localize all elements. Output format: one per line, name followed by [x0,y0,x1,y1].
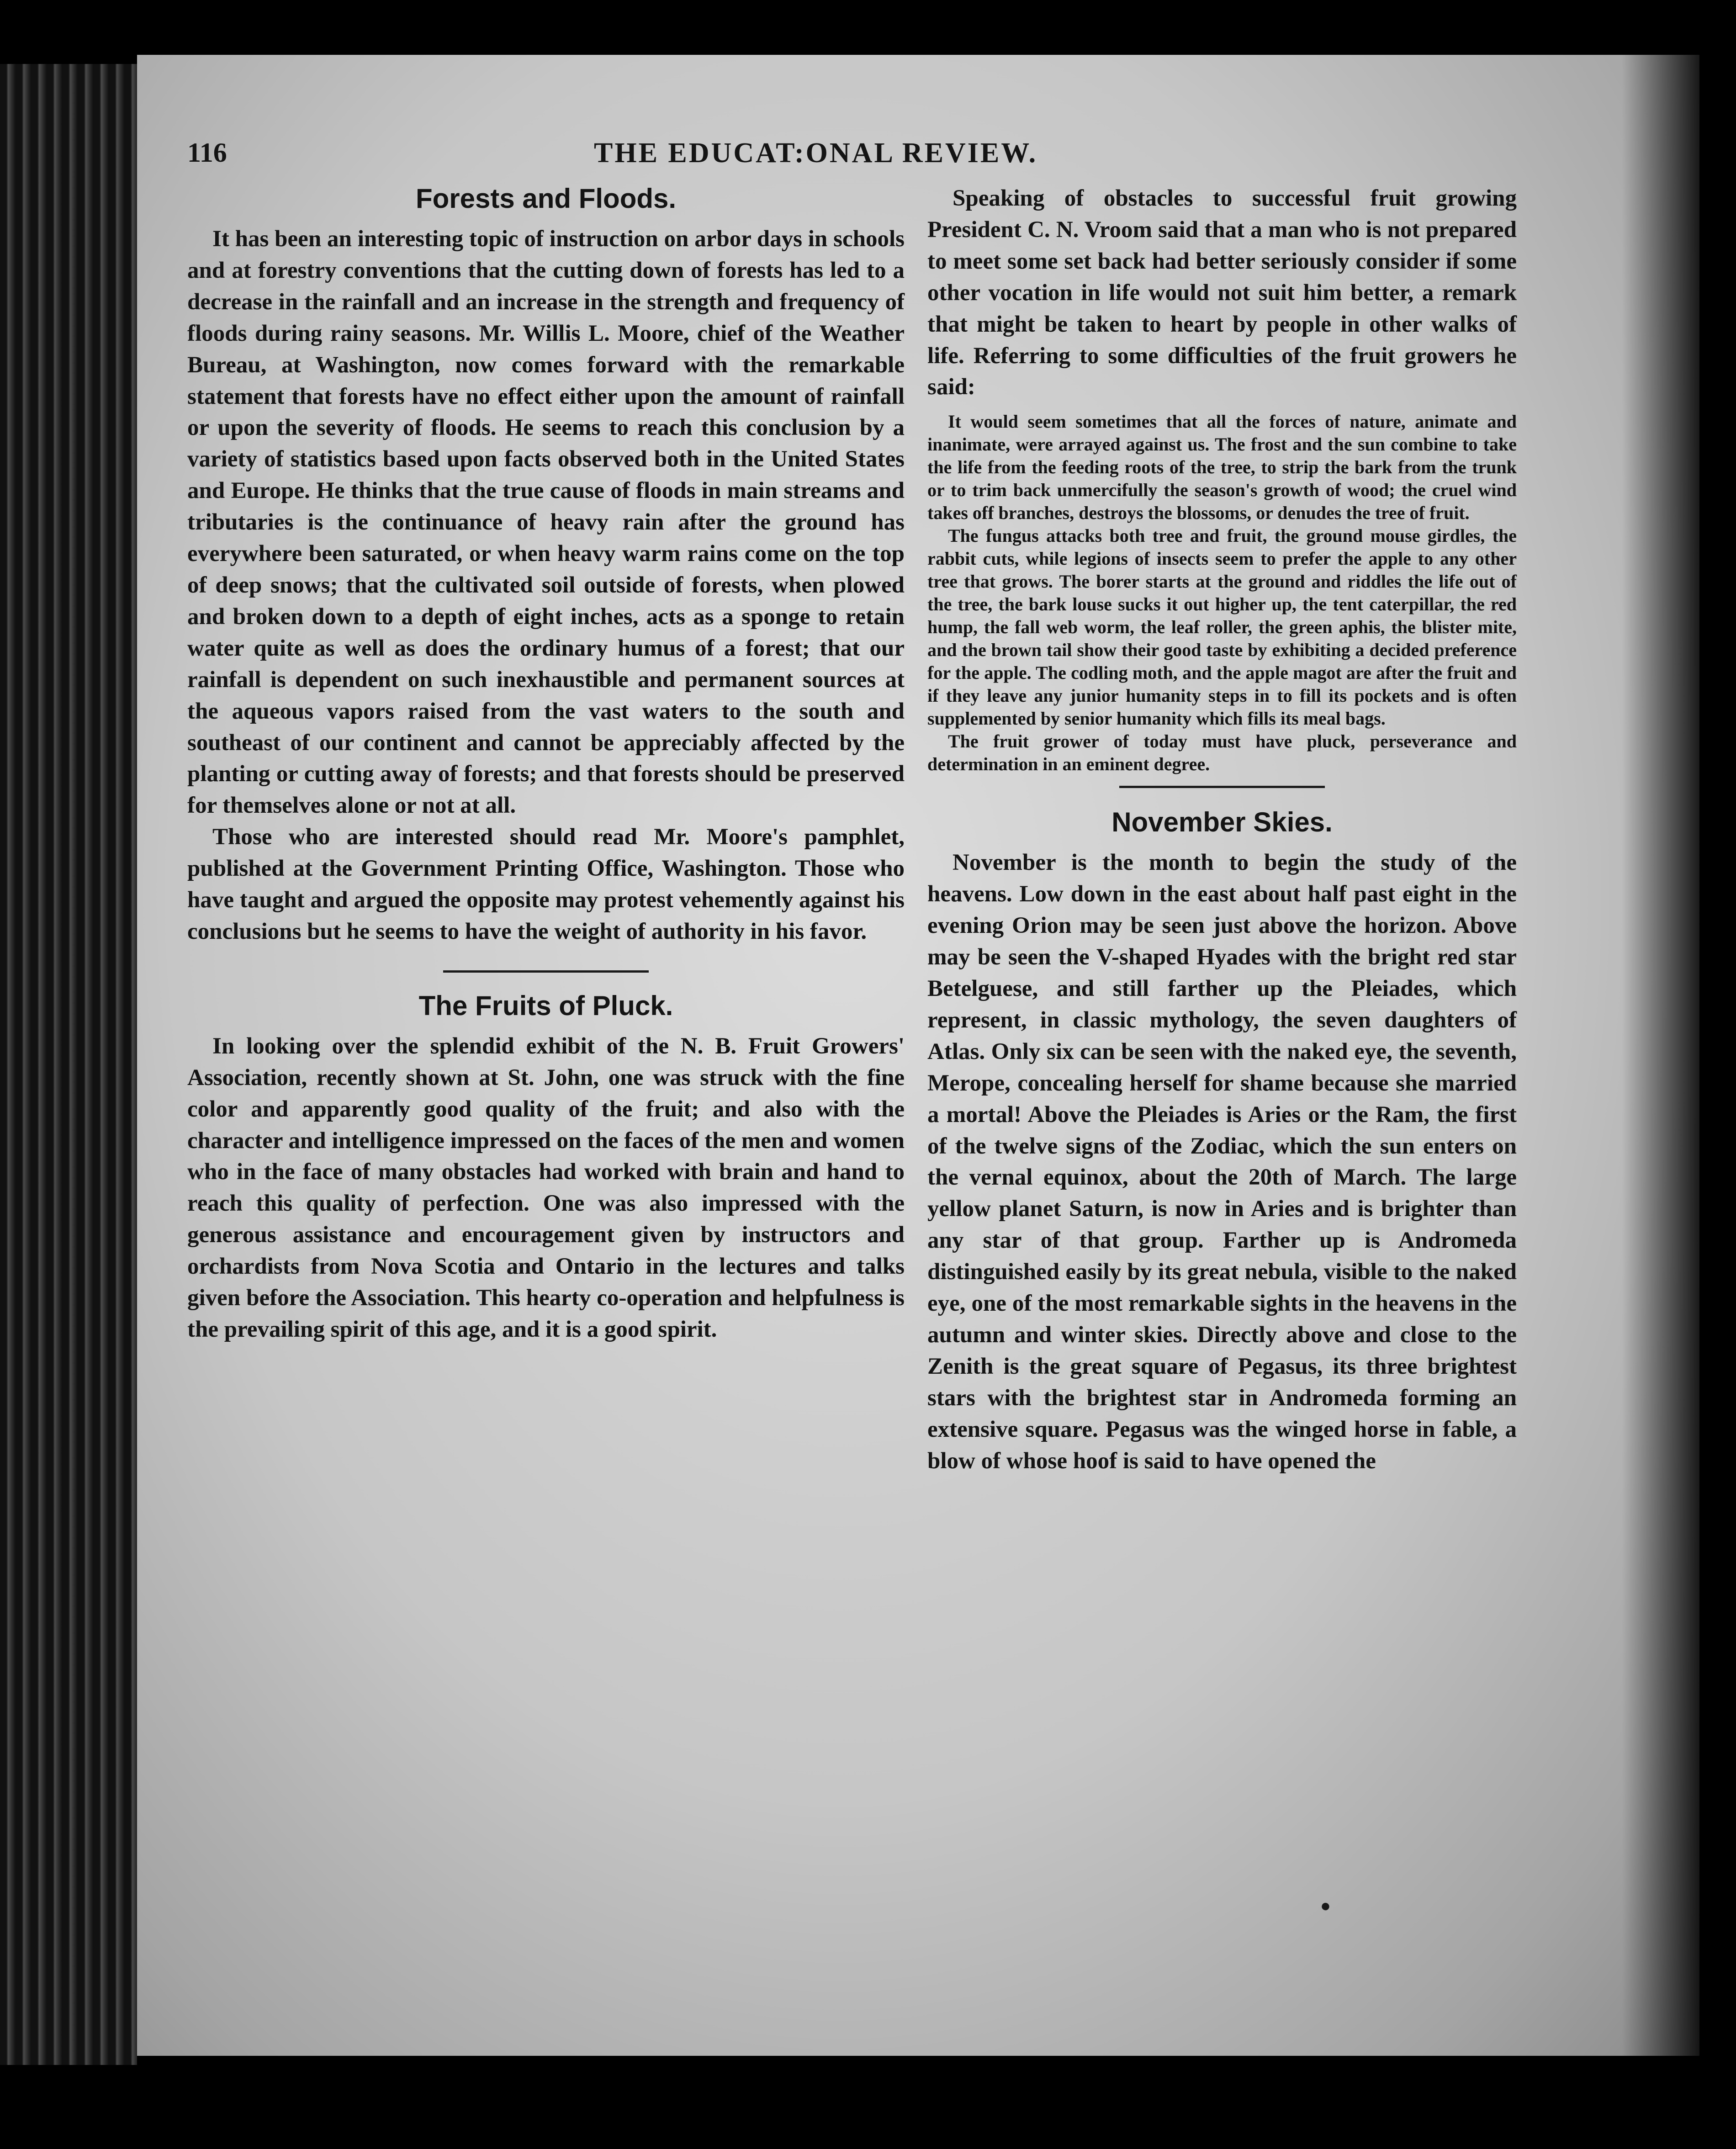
page-number: 116 [187,138,227,168]
section-divider [1119,786,1325,788]
section-divider [443,970,649,973]
article-paragraph: November is the month to begin the study of the heavens. Low down in the east about half past eight in the evening Orion may be seen just above the horizon. Above may be seen the V-shaped Hyades with the bright red star Betelguese, and still farther up the Pleiades, which represent, in classic mythology, the seven daughters of Atlas. Only six can be seen with the naked eye, the seventh, Merope, concealing herself for shame because she married a mortal! Above the Pleiades is Aries or the Ram, the first of the twelve signs of the Zodiac, which the sun enters on the vernal equinox, about the 20th of March. The large yellow planet Saturn, is now in Aries and is brighter than any star of that group. Farther up is Andromeda distinguished easily by its great nebula, visible to the naked eye, one of the most remarkable sights in the heavens in the autumn and winter skies. Directly above and close to the Zenith is the great square of Pegasus, its three brightest stars with the brightest star in Andromeda forming an extensive square. Pegasus was the winged horse in fable, a blow of whose hoof is said to have opened the [927,850,1517,1474]
article-paragraph: Those who are interested should read Mr. Moore's pamphlet, published at the Government Printing Office, Washington. Those who have taught and argued the opposite may protest vehemently against his conclusions but he seems to have the weight of authority in his favor. [187,824,905,944]
article-title-forests-and-floods: Forests and Floods. [415,183,677,214]
quoted-paragraph: The fruit grower of today must have pluck, perseverance and determination in an eminent degree. [927,731,1517,775]
quoted-paragraph: The fungus attacks both tree and fruit, the ground mouse girdles, the rabbit cuts, while legions of insects seem to prefer the apple to any other tree that grows. The borer starts at the ground and riddles the life out of the tree, the bark louse sucks it out higher up, the tent caterpillar, the red hump, the fall web worm, the leaf roller, the green aphis, the blister mite, and the brown tail show their good taste by exhibiting a decided preference for the apple. The codling moth, and the apple magot are after the fruit and if they leave any junior humanity steps in to fill its pockets and is often supplemented by senior humanity which fills its meal bags. [927,525,1517,729]
book-binding-edge [0,64,137,2065]
page-edge-shadow [1622,55,1699,2056]
running-head: THE EDUCAT:ONAL REVIEW. [594,138,1038,169]
article-paragraph: In looking over the splendid exhibit of the N. B. Fruit Growers' Association, recently shown at St. John, one was struck with the fine color and apparently good quality of the fruit; and also with the character and intelligence impressed on the faces of the men and women who in the face of many obstacles had worked with brain and hand to reach this quality of perfection. One was also impressed with the generous assistance and encouragement given by instructors and orchardists from Nova Scotia and Ontario in the lectures and talks given before the Association. This hearty co-operation and helpfulness is the prevailing spirit of this age, and it is a good spirit. [187,1033,905,1342]
quoted-paragraph: It would seem sometimes that all the forces of nature, animate and inanimate, were arrayed against us. The frost and the sun combine to take the life from the feeding roots of the tree, to strip the bark from the trunk or to trim back unmercifully the season's growth of wood; the cruel wind takes off branches, destroys the blossoms, or denudes the tree of fruit. [927,411,1517,524]
article-title-november-skies: November Skies. [1111,807,1333,838]
article-title-fruits-of-pluck: The Fruits of Pluck. [418,990,673,1021]
right-column [927,183,1517,1477]
left-column [187,183,905,1345]
article-paragraph: It has been an interesting topic of instruction on arbor days in schools and at forestry conventions that the cutting down of forests has led to a decrease in the rainfall and an increase in the strength and frequency of floods during rainy seasons. Mr. Willis L. Moore, chief of the Weather Bureau, at Washington, now comes forward with the remarkable statement that forests have no effect either upon the amount of rainfall or upon the severity of floods. He seems to reach this conclusion by a variety of statistics based upon facts observed both in the United States and Europe. He thinks that the true cause of floods in main streams and tributaries is the continuance of heavy rain after the ground has everywhere been saturated, or when heavy warm rains come on the top of deep snows; that the cultivated soil outside of forests, when plowed and broken down to a depth of eight inches, acts as a sponge to retain water quite as well as does the ordinary humus of a forest; that our rainfall is dependent on such inexhaustible and permanent sources at the aqueous vapors raised from the vast waters to the south and southeast of our continent and cannot be appreciably affected by the planting or cutting away of forests; and that forests should be preserved for themselves alone or not at all. [187,226,905,819]
article-paragraph: Speaking of obstacles to successful fruit growing President C. N. Vroom said that a man who is not prepared to meet some set back had better seriously consider if some other vocation in life would not suit him better, a remark that might be taken to heart by people in other walks of life. Referring to some difficulties of the fruit growers he said: [927,185,1517,400]
print-mark: ● [1320,1896,1331,1916]
